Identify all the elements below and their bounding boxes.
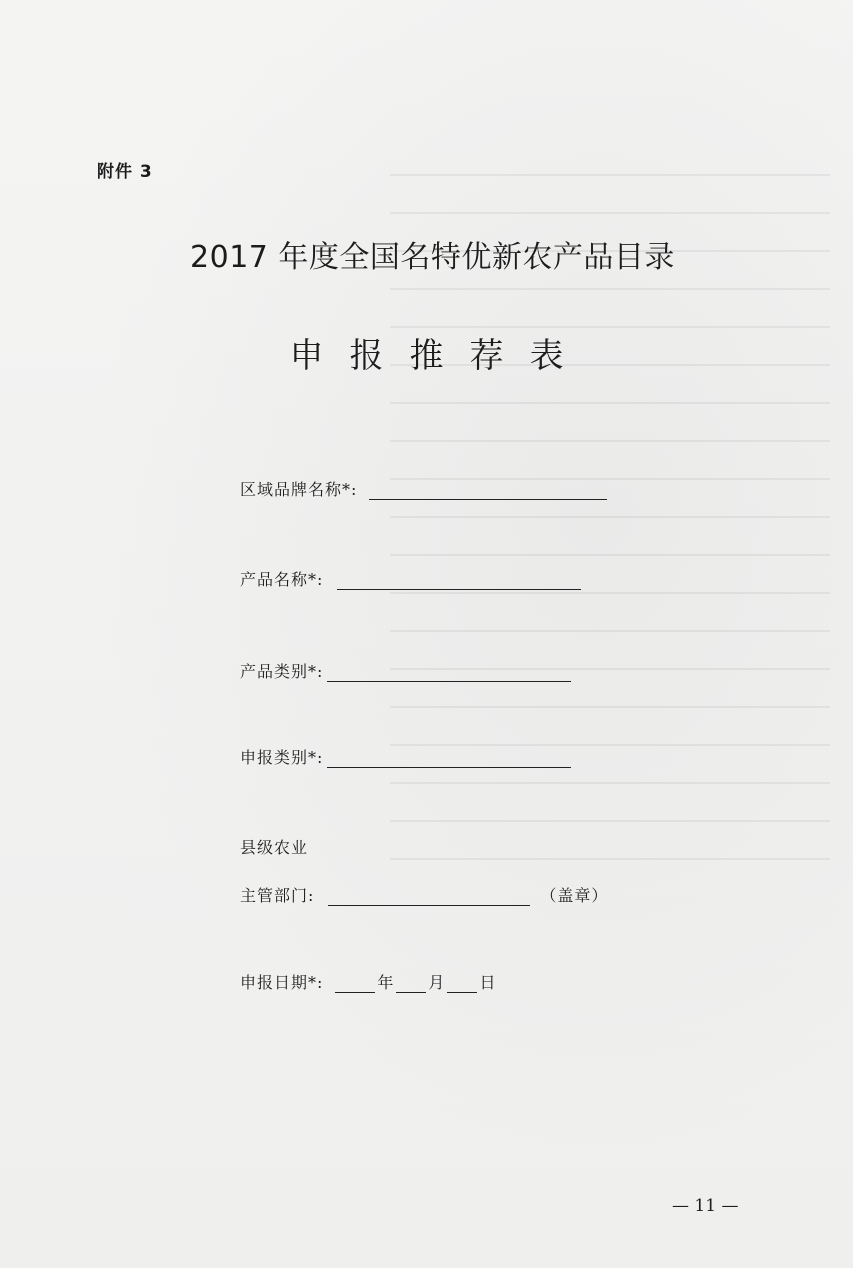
application-category-input-line[interactable] — [327, 749, 571, 768]
date-year — [333, 970, 394, 993]
page-title — [0, 232, 853, 276]
title-text: 2017 年度全国名特优新农产品目录 — [190, 240, 675, 275]
year-input-line[interactable] — [335, 974, 375, 993]
day-char: 日 — [479, 973, 497, 992]
page-number: — 11 — — [672, 1196, 739, 1216]
product-name-label: 产品名称*: — [240, 570, 324, 589]
date-field — [240, 970, 496, 993]
date-month — [394, 970, 445, 993]
day-input-line[interactable] — [447, 974, 477, 993]
date-label: 申报日期*: — [240, 973, 324, 992]
brand-name-label: 区域品牌名称*: — [240, 480, 358, 499]
dept-label-line2: 主管部门: — [240, 886, 315, 905]
year-char: 年 — [377, 973, 395, 992]
seal-note: （盖章） — [540, 886, 609, 905]
dept-label-line1: 县级农业 — [240, 838, 309, 857]
date-day — [445, 970, 496, 993]
product-category-input-line[interactable] — [327, 663, 571, 682]
brand-name-field — [240, 477, 607, 500]
product-name-input-line[interactable] — [337, 571, 581, 590]
product-category-field — [240, 659, 571, 682]
month-char: 月 — [428, 973, 446, 992]
brand-name-input-line[interactable] — [369, 481, 607, 500]
product-name-field — [240, 567, 581, 590]
page-subtitle: 申报推荐表 — [289, 336, 590, 376]
application-category-label: 申报类别*: — [240, 748, 324, 767]
month-input-line[interactable] — [396, 974, 426, 993]
product-category-label: 产品类别*: — [240, 662, 324, 681]
attachment-label: 附件 3 — [97, 162, 153, 182]
dept-input-line[interactable] — [328, 887, 530, 906]
dept-field — [240, 883, 608, 906]
application-category-field — [240, 745, 571, 768]
